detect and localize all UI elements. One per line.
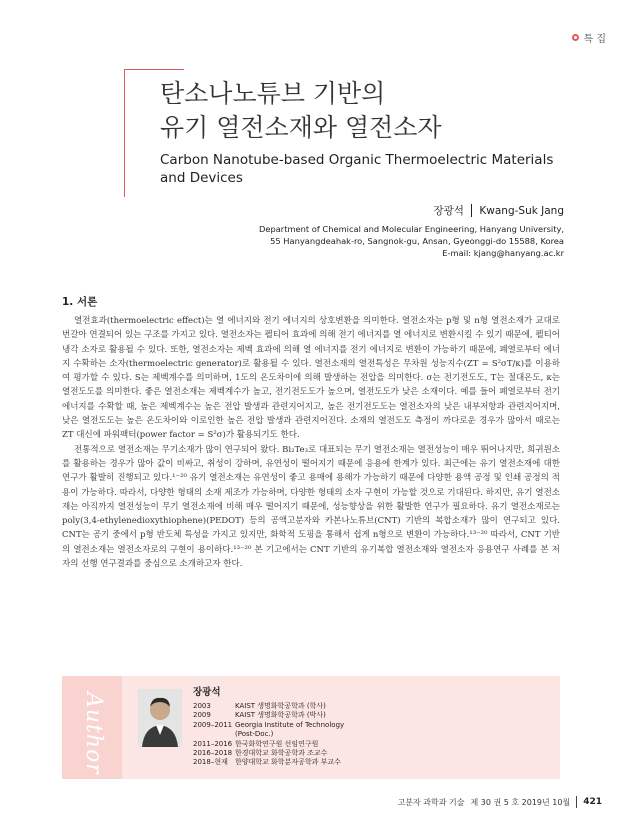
author-name-en: Kwang-Suk Jang [479,204,564,217]
bio-text: 한국화학연구원 선임연구원 [235,739,319,748]
bio-row [193,758,344,767]
bio-text: 한양대학교 화학분자공학과 부교수 [235,758,341,767]
bio-year: 2018–현재 [193,758,228,767]
bio-text: KAIST 생명화학공학과 (학사) [235,702,326,710]
author-photo [138,689,182,747]
bio-year [193,730,235,739]
paragraph: 전통적으로 열전소재는 무기소재가 많이 연구되어 왔다. Bi₂Te₃로 대표되는 무기 열전소재는 열전성능이 매우 뛰어나지만, 희귀원소를 활용하는 경우가 많아 값이 비싸고, 취성이 강하며, 유연성이 떨어지기 때문에 응용에 한계가 있다. 최근에는 유기 열전소재에 대한 연구가 활발히 진행되고 있다.¹⁻²⁰ 유기 열전소재는 유연성이 좋고 용매에 용해가 가능하기 때문에 다양한 용액 공정 및 인쇄 공정의 적용이 가능하다. 따라서, 다양한 형태의 소재 제조가 가능하며, 다양한 형태의 소자 구현이 가능할 것으로 기대된다. 하지만, 유기 열전소재는 아직까지 열전성능이 무기 열전소재에 비해 매우 떨어지기 때문에, 성능향상을 위한 활발한 연구가 필요하다. 유기 열전소재로는 poly(3,4-ethylenedioxythiophene)(PEDOT) 등의 공액고분자와 카본나노튜브(CNT) 기반의 복합소재가 많이 연구되고 있다. CNT는 공기 중에서 p형 반도체 특성을 가지고 있지만, 화학적 도핑을 통해서 쉽게 n형으로 변환이 가능하다.¹³⁻²⁰ 따라서, CNT 기반의 열전소재는 열전소자로의 구현이 용이하다.¹³⁻²⁰ 본 기고에서는 CNT 기반의 유기복합 열전소재와 열전소자 응용연구 사례를 본 저자의 선행 연구결과를 중심으로 소개하고자 한다. [62,444,560,570]
body-text [62,314,560,571]
title-accent-line [124,69,125,197]
section-heading: 1. 서론 [62,296,98,308]
footer-divider [576,796,577,808]
paragraph: 열전효과(thermoelectric effect)는 열 에너지와 전기 에너지의 상호변환을 의미한다. 열전소자는 p형 및 n형 열전소재가 교대로 번갈아 연결되어 있는 구조를 가지고 있다. 열전소자는 펠티어 효과에 의해 전기 에너지를 열 에너지로 변환시킬 수 있기 때문에, 펠티어 냉각 소자로 활용될 수 있다. 또한, 열전소자는 제벡 효과에 의해 열 에너지를 전기 에너지로 변환이 가능하기 때문에, 폐열로부터 에너지 수확하는 소자(thermoelectric generator)로 활용될 수 있다. 열전소재의 열전특성은 무차원 성능지수(ZT = S²σT/κ)를 이용하여 평가할 수 있다. S는 제벡계수를 의미하며, 1도의 온도차이에 의해 발생하는 전압을 의미한다. σ는 전기전도도, T는 절대온도, κ는 열전도도를 의미한다. 좋은 열전소재는 제벡계수가 높고, 전기전도도가 높으며, 열전도도가 낮은 소재이다. 예를 들어 폐열로부터 전기에너지를 수확할 때, 높은 제벡계수는 높은 전압 발생과 관련지어지고, 높은 전기전도도는 열전소자의 낮은 내부저항과 관련지어지며, 낮은 열전도도는 높은 온도차이와 이로인한 높은 전압 발생과 관련지어진다. 소재의 열전도도 측정이 까다로운 경우가 많아서 때로는 ZT 대신에 파워팩터(power factor = S²σ)가 활용되기도 한다. [62,316,560,441]
affil-line2: 55 Hanyangdeahak-ro, Sangnok-gu, Ansan, Gyeonggi-do 15588, Korea [270,236,564,246]
bio-year: 2009 [193,711,211,720]
title-accent-top [124,69,184,70]
affil-line1: Department of Chemical and Molecular Engineering, Hanyang University, [258,224,564,234]
bio-row [193,702,344,711]
bio-row [193,730,344,739]
bio-text: KAIST 생명화학공학과 (박사) [235,711,326,720]
author-name-ko: 장광석 [433,205,464,217]
title-ko-line2: 유기 열전소재와 열전소자 [160,113,442,142]
bio-year: 2009–2011 [193,720,233,729]
journal-name: 고분자 과학과 기술 [397,797,465,807]
author-label: Author [81,692,106,775]
bio-list [193,702,344,768]
affiliation [259,223,564,259]
title-english: Carbon Nanotube-based Organic Thermoelectric Materials and Devices [160,152,554,186]
author-email[interactable]: E-mail: kjang@hanyang.ac.kr [442,248,564,258]
bio-row [193,711,344,720]
person-icon [138,689,182,747]
title-ko-line1: 탄소나노튜브 기반의 [160,79,386,108]
badge-label: 특 집 [583,34,606,45]
bio-text: Georgia Institute of Technology [235,720,345,729]
bio-text: (Post-Doc.) [235,730,274,739]
bio-year: 2011–2016 [193,739,233,748]
bio-year: 2016–2018 [193,749,233,758]
bio-text: 한경대학교 화학공학과 조교수 [235,749,328,758]
page-number: 421 [583,797,602,807]
page-footer [398,796,602,808]
circle-icon [572,34,579,41]
author-vertical-label [76,692,116,775]
author-line [433,203,564,218]
section-badge [572,30,607,45]
top-band [0,0,622,50]
bio-row [193,721,344,730]
divider [471,204,473,217]
bio-year: 2003 [193,702,211,710]
title-korean [160,77,442,145]
bio-row [193,740,344,749]
issue-info: 제 30 권 5 호 2019년 10월 [470,797,571,807]
bio-name: 장광석 [193,687,221,698]
